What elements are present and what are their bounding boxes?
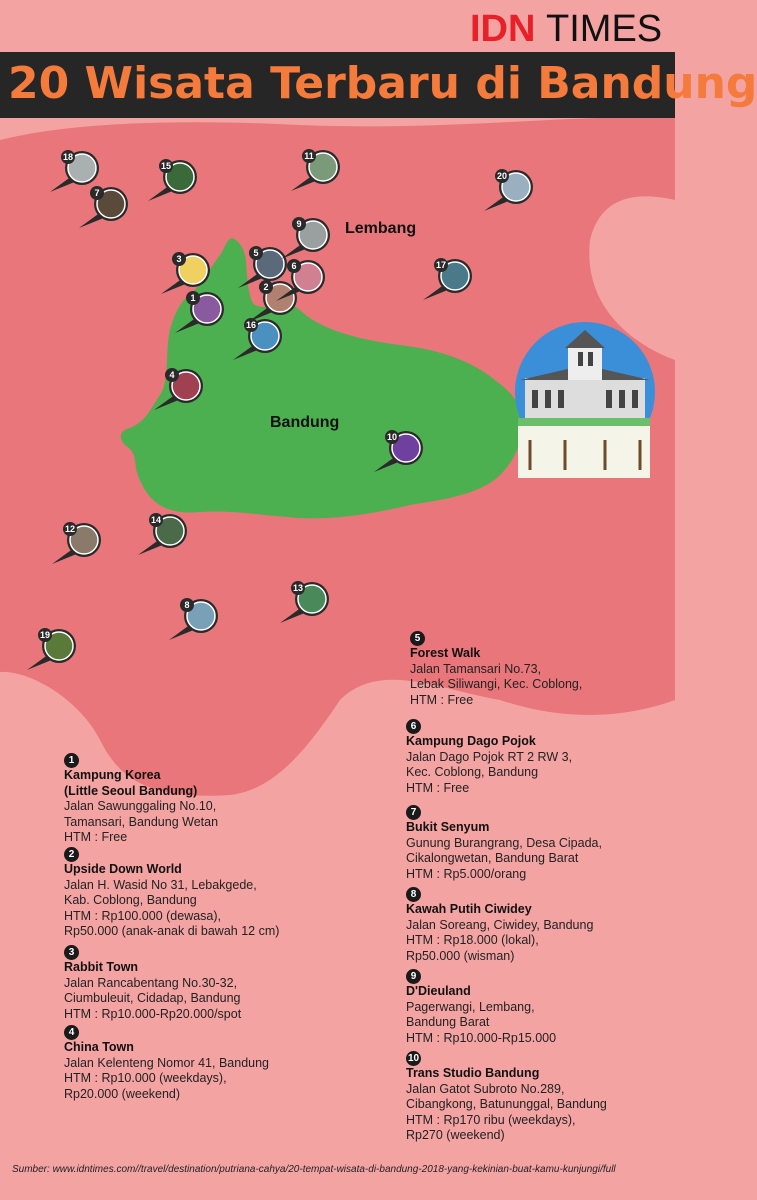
entry-number: 2 — [64, 847, 79, 862]
entry-detail: Jalan Kelenteng Nomor 41, Bandung — [64, 1055, 270, 1070]
entry-detail: Rp50.000 (wisman) — [406, 948, 515, 963]
pin-number: 11 — [304, 151, 314, 161]
entry-detail: Kab. Coblong, Bandung — [64, 893, 197, 907]
entry-number: 1 — [64, 753, 79, 768]
entry-detail: Pagerwangi, Lembang, — [406, 999, 535, 1014]
label-lembang: Lembang — [345, 220, 417, 237]
entry-detail: Cikalongwetan, Bandung Barat — [406, 851, 579, 865]
brand-idn: IDN — [470, 8, 536, 50]
entry-name: Kampung Dago Pojok — [406, 734, 536, 748]
entry-number: 4 — [64, 1025, 79, 1040]
gedung-sate-icon — [515, 322, 655, 478]
entry-detail: Lebak Siliwangi, Kec. Coblong, — [410, 677, 583, 691]
entry-number: 8 — [406, 887, 421, 902]
pin-number: 1 — [190, 293, 196, 303]
entry-number: 5 — [410, 631, 425, 646]
pin-number: 8 — [184, 600, 190, 610]
list-item — [406, 718, 706, 796]
pin-number: 18 — [62, 152, 74, 162]
label-bandung: Bandung — [270, 414, 340, 431]
list-item — [406, 804, 706, 882]
pin-number: 19 — [39, 630, 51, 640]
entry-detail: Rp20.000 (weekend) — [64, 1086, 181, 1101]
entry-detail: HTM : Rp5.000/orang — [406, 866, 527, 881]
entry-detail: HTM : Free — [406, 780, 470, 795]
pin-number: 7 — [94, 188, 100, 198]
entry-detail: Jalan Rancabentang No.30-32, — [64, 975, 238, 990]
entry-name: Rabbit Town — [64, 960, 139, 974]
list-item — [64, 846, 364, 940]
source-text: Sumber: www.idntimes.com//travel/destination/putriana-cahya/20-tempat-wisata-di-bandung-2018-yang-kekinian-buat-kamu-kunjungi/full — [12, 1164, 616, 1175]
entry-detail: Jalan Dago Pojok RT 2 RW 3, — [406, 749, 573, 764]
entry-detail: Tamansari, Bandung Wetan — [64, 814, 219, 829]
pin-number: 2 — [263, 282, 269, 292]
entry-detail: HTM : Rp170 ribu (weekdays), — [406, 1112, 576, 1127]
entry-detail: HTM : Rp10.000-Rp15.000 — [406, 1030, 557, 1045]
page-title: 20 Wisata Terbaru di Bandung — [8, 58, 757, 109]
entry-detail: Cibangkong, Batununggal, Bandung — [406, 1097, 607, 1111]
list-item — [406, 968, 706, 1046]
pin-number: 4 — [169, 370, 175, 380]
entry-detail: Jalan Soreang, Ciwidey, Bandung — [406, 917, 594, 932]
entry-detail: HTM : Rp10.000 (weekdays), — [64, 1071, 227, 1085]
entry-number: 3 — [64, 945, 79, 960]
entry-name: Kampung Korea — [64, 768, 161, 782]
pin-number: 6 — [291, 261, 297, 271]
pin-number: 14 — [150, 515, 162, 525]
entry-detail: HTM : Rp10.000-Rp20.000/spot — [64, 1006, 242, 1021]
entry-detail: Kec. Coblong, Bandung — [406, 765, 539, 779]
pin-number: 9 — [296, 219, 302, 229]
pin-number: 10 — [386, 432, 398, 442]
entry-detail: Jalan Gatot Subroto No.289, — [406, 1081, 565, 1096]
list-item — [410, 630, 710, 708]
entry-name: Upside Down World — [64, 862, 182, 876]
entry-name: D'Dieuland — [406, 984, 471, 998]
entry-number: 10 — [407, 1053, 420, 1064]
list-item — [64, 944, 364, 1022]
entry-detail: Gunung Burangrang, Desa Cipada, — [406, 835, 602, 850]
entry-number: 9 — [406, 969, 421, 984]
entry-name: Bukit Senyum — [406, 820, 490, 834]
entry-number: 6 — [406, 719, 421, 734]
pin-number: 12 — [64, 524, 76, 534]
pin-number: 5 — [253, 248, 259, 258]
entry-name: China Town — [64, 1040, 134, 1054]
entry-name: Kawah Putih Ciwidey — [406, 902, 532, 916]
pin-number: 13 — [292, 583, 304, 593]
list-item — [406, 886, 706, 964]
pin-number: 16 — [245, 320, 257, 330]
pin-number: 20 — [496, 171, 508, 181]
pin-number: 15 — [160, 161, 172, 171]
entry-detail: HTM : Free — [64, 830, 128, 844]
entry-detail: HTM : Free — [410, 692, 474, 707]
list-item — [64, 1024, 364, 1102]
entry-detail: Jalan Sawunggaling No.10, — [64, 799, 217, 813]
entry-detail: Rp270 (weekend) — [406, 1128, 505, 1142]
entry-name-line2: (Little Seoul Bandung) — [64, 783, 198, 798]
entry-detail: Jalan H. Wasid No 31, Lebakgede, — [64, 877, 257, 892]
list-item — [406, 1050, 706, 1144]
entry-detail: HTM : Rp100.000 (dewasa), — [64, 908, 222, 923]
pin-number: 17 — [435, 260, 447, 270]
entry-name: Trans Studio Bandung — [406, 1066, 540, 1080]
entry-detail: Bandung Barat — [406, 1015, 490, 1029]
entry-detail: Jalan Tamansari No.73, — [410, 661, 542, 676]
brand-times: TIMES — [546, 8, 663, 50]
entry-detail: HTM : Rp18.000 (lokal), — [406, 933, 539, 947]
entry-detail: Rp50.000 (anak-anak di bawah 12 cm) — [64, 924, 280, 938]
pin-number: 3 — [176, 254, 182, 264]
list-item — [64, 752, 364, 846]
entry-name: Forest Walk — [410, 646, 481, 660]
entry-number: 7 — [406, 805, 421, 820]
brand-logo — [470, 8, 662, 51]
entry-detail: Ciumbuleuit, Cidadap, Bandung — [64, 991, 241, 1005]
